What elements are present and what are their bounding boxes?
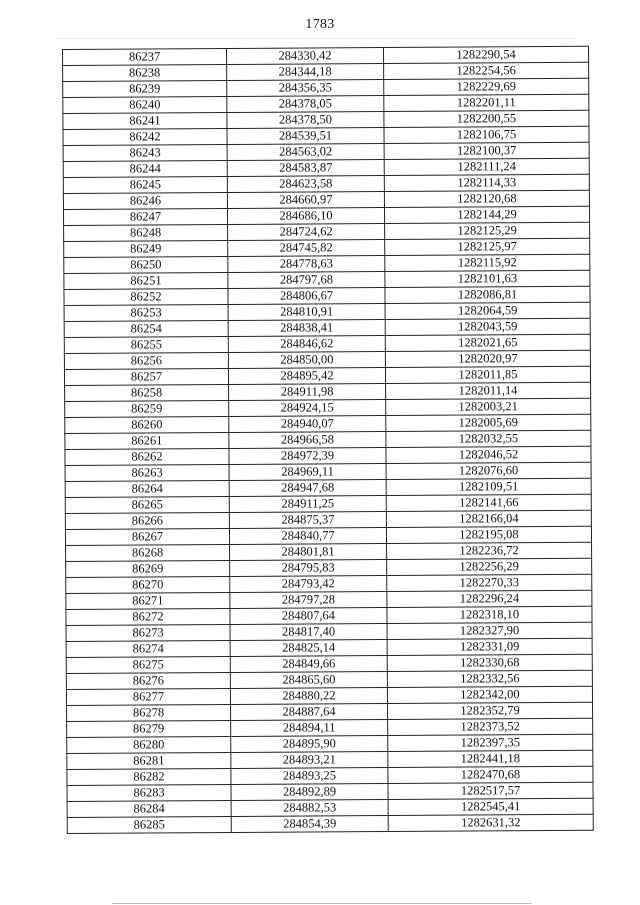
point-number-cell: 86255 xyxy=(64,336,228,353)
point-number-cell: 86243 xyxy=(63,144,227,161)
x-coordinate-cell: 284583,87 xyxy=(227,160,384,177)
y-coordinate-cell: 1282141,66 xyxy=(386,494,591,511)
point-number-cell: 86267 xyxy=(65,528,229,545)
y-coordinate-cell: 1282270,33 xyxy=(387,574,592,591)
y-coordinate-cell: 1282076,60 xyxy=(386,462,591,479)
x-coordinate-cell: 284745,82 xyxy=(228,240,385,257)
point-number-cell: 86237 xyxy=(63,48,227,65)
x-coordinate-cell: 284778,63 xyxy=(228,256,385,273)
x-coordinate-cell: 284623,58 xyxy=(227,176,384,193)
x-coordinate-cell: 284940,07 xyxy=(229,416,386,433)
point-number-cell: 86276 xyxy=(66,672,230,689)
point-number-cell: 86247 xyxy=(63,208,227,225)
x-coordinate-cell: 284806,67 xyxy=(228,288,385,305)
point-number-cell: 86259 xyxy=(65,400,229,417)
scan-edge-line xyxy=(112,903,532,904)
y-coordinate-cell: 1282064,59 xyxy=(385,302,590,319)
point-number-cell: 86241 xyxy=(63,112,227,129)
x-coordinate-cell: 284807,64 xyxy=(230,608,387,625)
y-coordinate-cell: 1282290,54 xyxy=(383,46,588,63)
x-coordinate-cell: 284840,77 xyxy=(229,528,386,545)
point-number-cell: 86238 xyxy=(63,64,227,81)
x-coordinate-cell: 284893,25 xyxy=(231,768,388,785)
y-coordinate-cell: 1282256,29 xyxy=(387,558,592,575)
x-coordinate-cell: 284892,89 xyxy=(231,784,388,801)
y-coordinate-cell: 1282441,18 xyxy=(388,750,593,767)
y-coordinate-cell: 1282318,10 xyxy=(387,606,592,623)
point-number-cell: 86256 xyxy=(64,352,228,369)
y-coordinate-cell: 1282003,21 xyxy=(386,398,591,415)
y-coordinate-cell: 1282236,72 xyxy=(387,542,592,559)
x-coordinate-cell: 284378,50 xyxy=(227,112,384,129)
x-coordinate-cell: 284911,98 xyxy=(229,384,386,401)
x-coordinate-cell: 284894,11 xyxy=(231,720,388,737)
point-number-cell: 86264 xyxy=(65,480,229,497)
x-coordinate-cell: 284539,51 xyxy=(227,128,384,145)
point-number-cell: 86245 xyxy=(63,176,227,193)
point-number-cell: 86248 xyxy=(64,224,228,241)
y-coordinate-cell: 1282115,92 xyxy=(385,254,590,271)
point-number-cell: 86258 xyxy=(65,384,229,401)
coordinates-table xyxy=(62,46,594,834)
point-number-cell: 86270 xyxy=(66,576,230,593)
x-coordinate-cell: 284825,14 xyxy=(230,640,387,657)
x-coordinate-cell: 284969,11 xyxy=(229,464,386,481)
y-coordinate-cell: 1282331,09 xyxy=(387,638,592,655)
point-number-cell: 86250 xyxy=(64,256,228,273)
y-coordinate-cell: 1282517,57 xyxy=(388,782,593,799)
point-number-cell: 86253 xyxy=(64,304,228,321)
point-number-cell: 86273 xyxy=(66,624,230,641)
point-number-cell: 86285 xyxy=(67,816,231,833)
point-number-cell: 86244 xyxy=(63,160,227,177)
point-number-cell: 86280 xyxy=(67,736,231,753)
y-coordinate-cell: 1282043,59 xyxy=(385,318,590,335)
point-number-cell: 86272 xyxy=(66,608,230,625)
point-number-cell: 86265 xyxy=(65,496,229,513)
table-row xyxy=(67,814,593,833)
y-coordinate-cell: 1282327,90 xyxy=(387,622,592,639)
x-coordinate-cell: 284356,35 xyxy=(227,80,384,97)
y-coordinate-cell: 1282201,11 xyxy=(384,94,589,111)
point-number-cell: 86277 xyxy=(66,688,230,705)
point-number-cell: 86242 xyxy=(63,128,227,145)
x-coordinate-cell: 284801,81 xyxy=(230,544,387,561)
x-coordinate-cell: 284797,68 xyxy=(228,272,385,289)
y-coordinate-cell: 1282106,75 xyxy=(384,126,589,143)
x-coordinate-cell: 284846,62 xyxy=(228,336,385,353)
point-number-cell: 86249 xyxy=(64,240,228,257)
y-coordinate-cell: 1282111,24 xyxy=(384,158,589,175)
y-coordinate-cell: 1282020,97 xyxy=(385,350,590,367)
y-coordinate-cell: 1282195,08 xyxy=(386,526,591,543)
point-number-cell: 86257 xyxy=(64,368,228,385)
x-coordinate-cell: 284810,91 xyxy=(228,304,385,321)
y-coordinate-cell: 1282332,56 xyxy=(387,670,592,687)
point-number-cell: 86268 xyxy=(66,544,230,561)
y-coordinate-cell: 1282200,55 xyxy=(384,110,589,127)
y-coordinate-cell: 1282397,35 xyxy=(388,734,593,751)
y-coordinate-cell: 1282631,32 xyxy=(388,814,593,831)
point-number-cell: 86239 xyxy=(63,80,227,97)
x-coordinate-cell: 284887,64 xyxy=(231,704,388,721)
y-coordinate-cell: 1282254,56 xyxy=(384,62,589,79)
x-coordinate-cell: 284838,41 xyxy=(228,320,385,337)
point-number-cell: 86262 xyxy=(65,448,229,465)
x-coordinate-cell: 284865,60 xyxy=(230,672,387,689)
y-coordinate-cell: 1282100,37 xyxy=(384,142,589,159)
y-coordinate-cell: 1282114,33 xyxy=(384,174,589,191)
x-coordinate-cell: 284966,58 xyxy=(229,432,386,449)
point-number-cell: 86254 xyxy=(64,320,228,337)
point-number-cell: 86271 xyxy=(66,592,230,609)
point-number-cell: 86260 xyxy=(65,416,229,433)
y-coordinate-cell: 1282011,85 xyxy=(385,366,590,383)
x-coordinate-cell: 284686,10 xyxy=(227,208,384,225)
x-coordinate-cell: 284849,66 xyxy=(230,656,387,673)
y-coordinate-cell: 1282352,79 xyxy=(388,702,593,719)
point-number-cell: 86283 xyxy=(67,784,231,801)
x-coordinate-cell: 284795,83 xyxy=(230,560,387,577)
x-coordinate-cell: 284378,05 xyxy=(227,96,384,113)
scan-artifact xyxy=(58,38,578,43)
y-coordinate-cell: 1282032,55 xyxy=(386,430,591,447)
x-coordinate-cell: 284850,00 xyxy=(228,352,385,369)
page-number: 1783 xyxy=(305,17,335,32)
y-coordinate-cell: 1282330,68 xyxy=(387,654,592,671)
point-number-cell: 86281 xyxy=(67,752,231,769)
x-coordinate-cell: 284330,42 xyxy=(226,48,383,65)
y-coordinate-cell: 1282120,68 xyxy=(384,190,589,207)
y-coordinate-cell: 1282144,29 xyxy=(384,206,589,223)
x-coordinate-cell: 284793,42 xyxy=(230,576,387,593)
y-coordinate-cell: 1282046,52 xyxy=(386,446,591,463)
x-coordinate-cell: 284972,39 xyxy=(229,448,386,465)
point-number-cell: 86282 xyxy=(67,768,231,785)
x-coordinate-cell: 284895,90 xyxy=(231,736,388,753)
y-coordinate-cell: 1282011,14 xyxy=(386,382,591,399)
x-coordinate-cell: 284911,25 xyxy=(229,496,386,513)
point-number-cell: 86278 xyxy=(67,704,231,721)
point-number-cell: 86240 xyxy=(63,96,227,113)
point-number-cell: 86274 xyxy=(66,640,230,657)
x-coordinate-cell: 284895,42 xyxy=(228,368,385,385)
point-number-cell: 86252 xyxy=(64,288,228,305)
point-number-cell: 86266 xyxy=(65,512,229,529)
y-coordinate-cell: 1282166,04 xyxy=(386,510,591,527)
x-coordinate-cell: 284882,53 xyxy=(231,800,388,817)
y-coordinate-cell: 1282021,65 xyxy=(385,334,590,351)
y-coordinate-cell: 1282125,97 xyxy=(385,238,590,255)
x-coordinate-cell: 284947,68 xyxy=(229,480,386,497)
y-coordinate-cell: 1282342,00 xyxy=(387,686,592,703)
x-coordinate-cell: 284880,22 xyxy=(230,688,387,705)
y-coordinate-cell: 1282229,69 xyxy=(384,78,589,95)
x-coordinate-cell: 284563,02 xyxy=(227,144,384,161)
x-coordinate-cell: 284797,28 xyxy=(230,592,387,609)
y-coordinate-cell: 1282109,51 xyxy=(386,478,591,495)
y-coordinate-cell: 1282086,81 xyxy=(385,286,590,303)
y-coordinate-cell: 1282296,24 xyxy=(387,590,592,607)
point-number-cell: 86261 xyxy=(65,432,229,449)
point-number-cell: 86279 xyxy=(67,720,231,737)
y-coordinate-cell: 1282545,41 xyxy=(388,798,593,815)
point-number-cell: 86263 xyxy=(65,464,229,481)
y-coordinate-cell: 1282373,52 xyxy=(388,718,593,735)
x-coordinate-cell: 284924,15 xyxy=(229,400,386,417)
y-coordinate-cell: 1282101,63 xyxy=(385,270,590,287)
y-coordinate-cell: 1282005,69 xyxy=(386,414,591,431)
point-number-cell: 86251 xyxy=(64,272,228,289)
point-number-cell: 86275 xyxy=(66,656,230,673)
point-number-cell: 86284 xyxy=(67,800,231,817)
x-coordinate-cell: 284875,37 xyxy=(229,512,386,529)
point-number-cell: 86246 xyxy=(63,192,227,209)
x-coordinate-cell: 284660,97 xyxy=(227,192,384,209)
x-coordinate-cell: 284817,40 xyxy=(230,624,387,641)
y-coordinate-cell: 1282125,29 xyxy=(385,222,590,239)
x-coordinate-cell: 284893,21 xyxy=(231,752,388,769)
x-coordinate-cell: 284724,62 xyxy=(228,224,385,241)
x-coordinate-cell: 284854,39 xyxy=(231,816,388,833)
y-coordinate-cell: 1282470,68 xyxy=(388,766,593,783)
point-number-cell: 86269 xyxy=(66,560,230,577)
table-body xyxy=(63,46,594,833)
x-coordinate-cell: 284344,18 xyxy=(227,64,384,81)
